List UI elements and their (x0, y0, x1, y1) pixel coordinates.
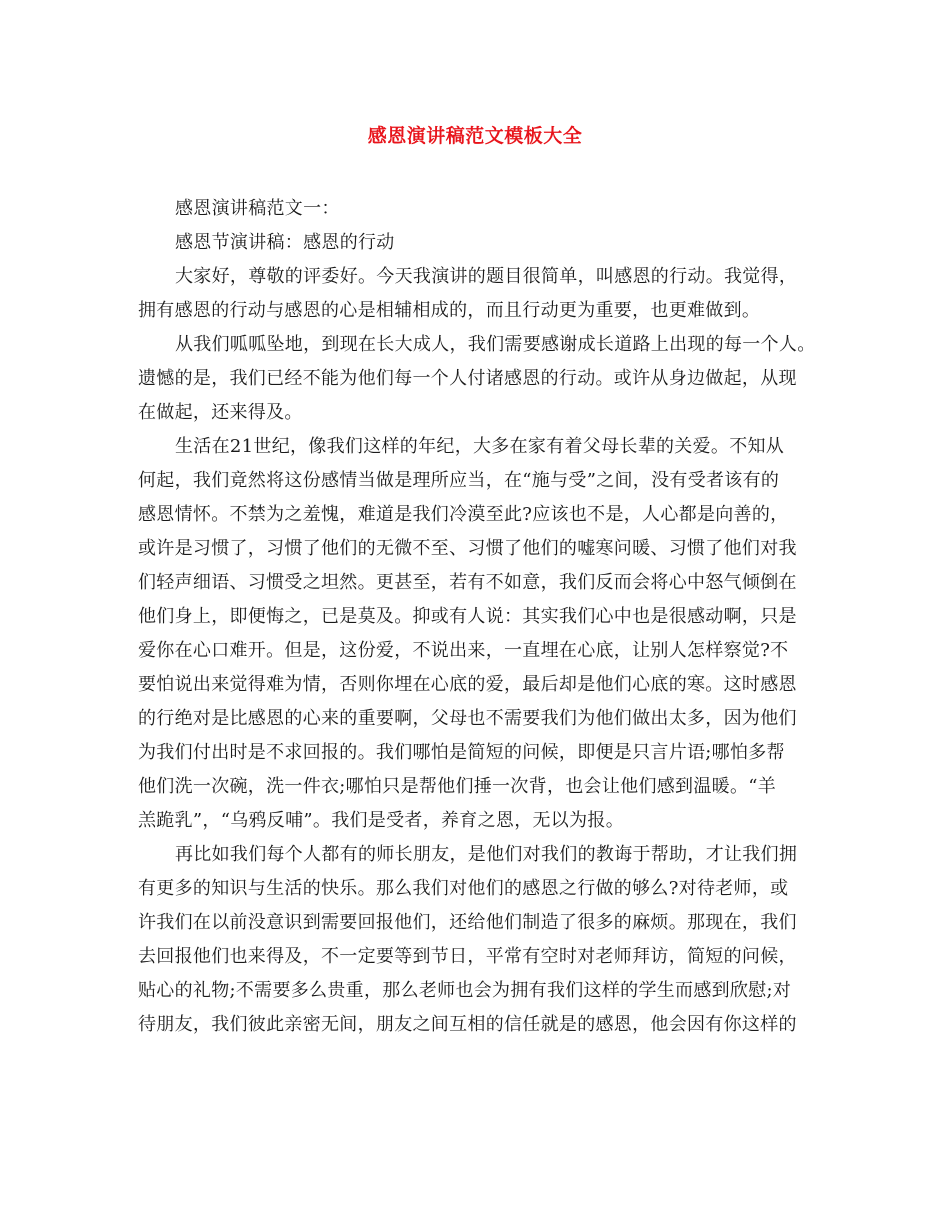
text-line: 遗憾的是，我们已经不能为他们每一个人付诸感恩的行动。或许从身边做起，从现 (138, 368, 797, 389)
text-line: 感恩节演讲稿：感恩的行动 (175, 232, 395, 253)
text-line: 感恩情怀。不禁为之羞愧，难道是我们冷漠至此?应该也不是，人心都是向善的， (138, 504, 789, 525)
text-line: 有更多的知识与生活的快乐。那么我们对他们的感恩之行做的够么?对待老师，或 (138, 878, 789, 899)
text-line: 要怕说出来觉得难为情，否则你埋在心底的爱，最后却是他们心底的寒。这时感恩 (138, 674, 797, 695)
text-line: 在做起，还来得及。 (138, 402, 303, 423)
text-line: 许我们在以前没意识到需要回报他们，还给他们制造了很多的麻烦。那现在，我们 (138, 912, 797, 933)
text-line: 待朋友，我们彼此亲密无间，朋友之间互相的信任就是的感恩，他会因有你这样的 (138, 1014, 797, 1035)
text-line: 他们洗一次碗，洗一件衣;哪怕只是帮他们捶一次背，也会让他们感到温暖。“羊 (138, 776, 777, 797)
text-line: 他们身上，即便悔之，已是莫及。抑或有人说：其实我们心中也是很感动啊，只是 (138, 606, 797, 627)
text-line: 去回报他们也来得及，不一定要等到节日，平常有空时对老师拜访，简短的问候， (138, 946, 797, 967)
text-line: 生活在21世纪，像我们这样的年纪，大多在家有着父母长辈的关爱。不知从 (175, 436, 785, 457)
text-line: 感恩演讲稿范文一： (175, 198, 340, 219)
text-line: 大家好，尊敬的评委好。今天我演讲的题目很简单，叫感恩的行动。我觉得， (175, 266, 798, 287)
text-line: 的行绝对是比感恩的心来的重要啊，父母也不需要我们为他们做出太多，因为他们 (138, 708, 797, 729)
document-body (138, 192, 814, 1042)
text-line: 们轻声细语、习惯受之坦然。更甚至，若有不如意，我们反而会将心中怒气倾倒在 (138, 572, 797, 593)
text-line: 为我们付出时是不求回报的。我们哪怕是简短的问候，即便是只言片语;哪怕多帮 (138, 742, 785, 763)
document-title: 感恩演讲稿范文模板大全 (367, 125, 583, 147)
text-line: 再比如我们每个人都有的师长朋友，是他们对我们的教诲于帮助，才让我们拥 (175, 844, 798, 865)
text-line: 贴心的礼物;不需要多么贵重，那么老师也会为拥有我们这样的学生而感到欣慰;对 (138, 980, 792, 1001)
text-line: 或许是习惯了，习惯了他们的无微不至、习惯了他们的嘘寒问暖、习惯了他们对我 (138, 538, 797, 559)
text-line: 羔跪乳”，“乌鸦反哺”。我们是受者，养育之恩，无以为报。 (138, 810, 625, 831)
text-line: 爱你在心口难开。但是，这份爱，不说出来，一直埋在心底，让别人怎样察觉?不 (138, 640, 789, 661)
text-line: 从我们呱呱坠地，到现在长大成人，我们需要感谢成长道路上出现的每一个人。 (175, 334, 816, 355)
text-line: 何起，我们竟然将这份感情当做是理所应当，在“施与受”之间，没有受者该有的 (138, 470, 780, 491)
text-line: 拥有感恩的行动与感恩的心是相辅相成的，而且行动更为重要，也更难做到。 (138, 300, 761, 321)
